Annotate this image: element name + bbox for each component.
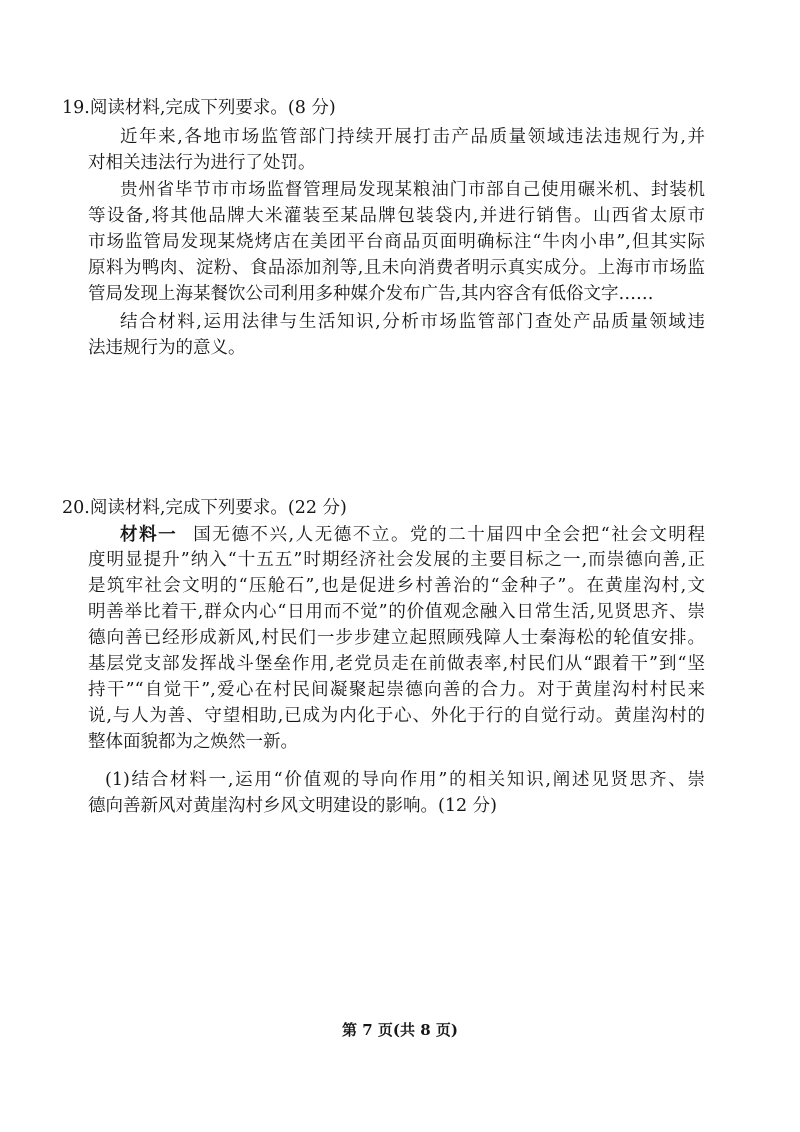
q20-material1-line: 持干”“自觉干”,爱心在村民间凝聚起崇德向善的合力。对于黄崖沟村村民来 [88,680,705,700]
material1-text: 国无德不兴,人无德不立。党的二十届四中全会把“社会文明程 [193,525,705,545]
q20-material1-line: 度明显提升”纳入“十五五”时期经济社会发展的主要目标之一,而崇德向善,正 [88,550,705,570]
q19-case-line: 管局发现上海某餐饮公司利用多种媒介发布广告,其内容含有低俗文字…… [88,284,654,304]
page-number: 第 7 页(共 8 页) [342,1021,458,1039]
q20-material1-line [120,522,705,548]
q19-case-line: 等设备,将其他品牌大米灌装至某品牌包装袋内,并进行销售。山西省太原市 [88,206,705,226]
material1-label: 材料一 [120,525,178,545]
q19-case-line: 贵州省毕节市市场监督管理局发现某粮油门市部自己使用碾米机、封装机 [120,180,705,200]
q19-case-line: 原料为鸭肉、淀粉、食品添加剂等,且未向消费者明示真实成分。上海市市场监 [88,258,705,278]
q20-material1-line: 是筑牢社会文明的“压舱石”,也是促进乡村善治的“金种子”。在黄崖沟村,文 [88,576,705,596]
q20-sub1-line: (1)结合材料一,运用“价值观的导向作用”的相关知识,阐述见贤思齐、崇 [105,770,705,790]
q20-material1-line: 整体面貌都为之焕然一新。 [88,732,298,752]
q19-case-line: 市场监管局发现某烧烤店在美团平台商品页面明确标注“牛肉小串”,但其实际 [88,232,705,252]
q19-task-line: 法违规行为的意义。 [88,338,246,358]
q20-material1-line: 说,与人为善、守望相助,已成为内化于心、外化于行的自觉行动。黄崖沟村的 [88,706,705,726]
q19-task-line: 结合材料,运用法律与生活知识,分析市场监管部门查处产品质量领域违 [120,312,705,332]
q20-material1-line: 基层党支部发挥战斗堡垒作用,老党员走在前做表率,村民们从“跟着干”到“坚 [88,654,705,674]
q20-material1-line: 明善举比着干,群众内心“日用而不觉”的价值观念融入日常生活,见贤思齐、崇 [88,602,705,622]
q20-title: 20.阅读材料,完成下列要求。(22 分) [62,498,347,518]
q19-title: 19.阅读材料,完成下列要求。(8 分) [62,98,336,118]
q19-intro-line: 近年来,各地市场监管部门持续开展打击产品质量领域违法违规行为,并 [120,127,705,147]
q20-material1-line: 德向善已经形成新风,村民们一步步建立起照顾残障人士秦海松的轮值安排。 [88,628,705,648]
q19-intro-line: 对相关违法行为进行了处罚。 [88,153,316,173]
q20-sub1-line: 德向善新风对黄崖沟村乡风文明建设的影响。(12 分) [88,796,497,816]
